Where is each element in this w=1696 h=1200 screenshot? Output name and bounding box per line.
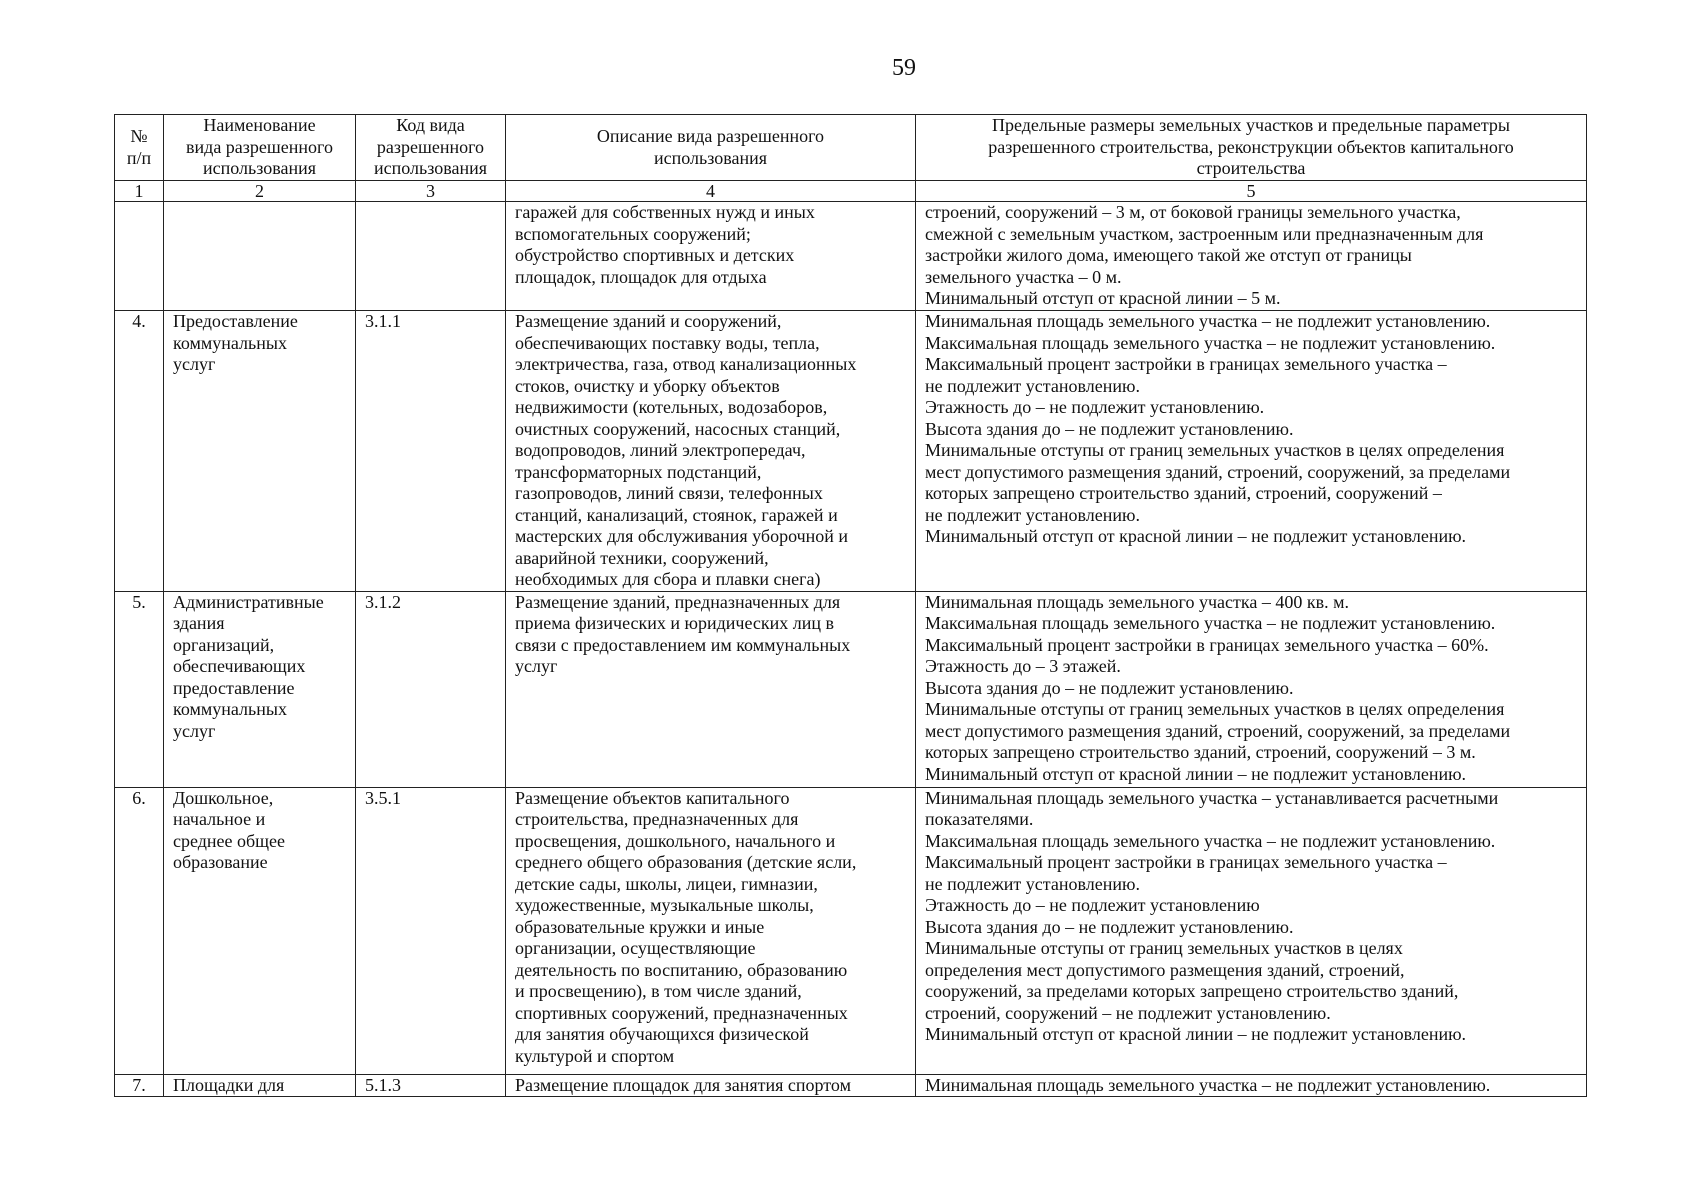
use-code-cell: 5.1.3 <box>356 1074 506 1097</box>
description-cell <box>506 1074 916 1097</box>
description-line: необходимых для сбора и плавки снега) <box>515 569 821 589</box>
table-row <box>115 202 1587 311</box>
description-line: трансформаторных подстанций, <box>515 461 762 482</box>
header-limits: Предельные размеры земельных участков и предельные параметры разрешенного строительства, реконструкции объектов капитального строительства <box>916 115 1587 181</box>
description-line: газопроводов, линий связи, телефонных <box>515 483 823 503</box>
description-line: связи с предоставлением им коммунальных <box>515 634 851 655</box>
name-line: коммунальных <box>173 699 287 719</box>
description-line: очистных сооружений, насосных станций, <box>515 418 841 439</box>
description-line: недвижимости (котельных, водозаборов, <box>515 397 828 417</box>
limits-line: строений, сооружений – не подлежит установлению. <box>925 1002 1331 1023</box>
use-code-cell: 3.1.1 <box>356 311 506 592</box>
limits-line: Максимальный процент застройки в границах земельного участка – <box>925 354 1447 374</box>
name-line: услуг <box>173 720 216 741</box>
description-line: мастерских для обслуживания уборочной и <box>515 526 849 546</box>
column-number: 5 <box>916 181 1587 202</box>
table-row <box>115 591 1587 787</box>
limits-cell <box>916 787 1587 1074</box>
limits-line: Максимальный процент застройки в границах земельного участка – 60%. <box>925 634 1489 655</box>
page-number: 59 <box>892 55 916 81</box>
limits-line: земельного участка – 0 м. <box>925 266 1122 287</box>
limits-line: Минимальный отступ от красной линии – не подлежит установлению. <box>925 1024 1467 1044</box>
limits-line: строений, сооружений – 3 м, от боковой границы земельного участка, <box>925 202 1461 222</box>
header-row <box>115 115 1587 181</box>
limits-line: застройки жилого дома, имеющего такой же отступ от границы <box>925 245 1412 265</box>
name-line: предоставление <box>173 677 295 698</box>
description-cell <box>506 591 916 787</box>
header-name: Наименование вида разрешенного использования <box>164 115 356 181</box>
limits-line: Этажность до – не подлежит установлению. <box>925 397 1265 417</box>
limits-line: Минимальная площадь земельного участка – не подлежит установлению. <box>925 311 1491 331</box>
use-code-cell <box>356 202 506 311</box>
limits-line: которых запрещено строительство зданий, строений, сооружений – <box>925 483 1442 503</box>
limits-line: Высота здания до – не подлежит установлению. <box>925 916 1294 937</box>
description-line: просвещения, дошкольного, начального и <box>515 830 836 851</box>
description-line: водопроводов, линий электропередач, <box>515 440 806 460</box>
limits-line: мест допустимого размещения зданий, строений, сооружений, за пределами <box>925 720 1511 741</box>
description-line: площадок, площадок для отдыха <box>515 266 767 287</box>
description-line: аварийной техники, сооружений, <box>515 547 769 568</box>
description-line: Размещение зданий, предназначенных для <box>515 591 841 612</box>
description-line: культурой и спортом <box>515 1045 675 1066</box>
description-line: и просвещению), в том числе зданий, <box>515 981 802 1001</box>
limits-line: Максимальный процент застройки в границах земельного участка – <box>925 852 1447 872</box>
use-code-cell: 3.5.1 <box>356 787 506 1074</box>
limits-line: Минимальные отступы от границ земельных участков в целях определения <box>925 440 1505 460</box>
name-line: среднее общее <box>173 830 286 851</box>
column-number: 1 <box>115 181 164 202</box>
description-line: услуг <box>515 656 558 676</box>
description-line: гаражей для собственных нужд и иных <box>515 202 815 222</box>
limits-line: Этажность до – не подлежит установлению <box>925 895 1260 915</box>
limits-line: Максимальная площадь земельного участка – не подлежит установлению. <box>925 830 1496 851</box>
description-cell <box>506 202 916 311</box>
limits-line: смежной с земельным участком, застроенным или предназначенным для <box>925 223 1484 244</box>
description-line: спортивных сооружений, предназначенных <box>515 1002 848 1023</box>
limits-line: которых запрещено строительство зданий, строений, сооружений – 3 м. <box>925 742 1476 762</box>
column-number: 3 <box>356 181 506 202</box>
description-line: художественные, музыкальные школы, <box>515 895 814 915</box>
limits-line: Максимальная площадь земельного участка – не подлежит установлению. <box>925 332 1496 353</box>
name-line: Предоставление <box>173 311 298 331</box>
name-line: услуг <box>173 354 216 374</box>
limits-line: Минимальные отступы от границ земельных участков в целях определения <box>925 699 1505 719</box>
limits-line: Высота здания до – не подлежит установлению. <box>925 418 1294 439</box>
description-line: для занятия обучающихся физической <box>515 1024 809 1044</box>
description-line: образовательные кружки и иные <box>515 916 765 937</box>
limits-line: Высота здания до – не подлежит установлению. <box>925 677 1294 698</box>
limits-line: показателями. <box>925 809 1034 829</box>
limits-line: не подлежит установлению. <box>925 504 1140 525</box>
description-line: обустройство спортивных и детских <box>515 245 795 265</box>
description-line: среднего общего образования (детские ясли, <box>515 852 857 872</box>
description-line: вспомогательных сооружений; <box>515 223 751 244</box>
name-line: Площадки для <box>173 1074 285 1095</box>
limits-line: Минимальный отступ от красной линии – не подлежит установлению. <box>925 763 1467 784</box>
limits-line: Максимальная площадь земельного участка – не подлежит установлению. <box>925 613 1496 633</box>
column-number: 4 <box>506 181 916 202</box>
description-line: Размещение зданий и сооружений, <box>515 311 782 331</box>
limits-line: Минимальная площадь земельного участка – устанавливается расчетными <box>925 787 1499 808</box>
limits-line: мест допустимого размещения зданий, строений, сооружений, за пределами <box>925 461 1511 482</box>
description-line: Размещение площадок для занятия спортом <box>515 1074 851 1095</box>
description-line: электричества, газа, отвод канализационных <box>515 354 857 374</box>
name-line: Дошкольное, <box>173 787 274 808</box>
description-line: деятельность по воспитанию, образованию <box>515 959 848 980</box>
limits-line: Этажность до – 3 этажей. <box>925 656 1121 676</box>
description-cell <box>506 311 916 592</box>
limits-line: Минимальный отступ от красной линии – 5 м. <box>925 288 1281 308</box>
name-line: обеспечивающих <box>173 656 306 676</box>
table-row <box>115 787 1587 1074</box>
limits-line: определения мест допустимого размещения зданий, строений, <box>925 959 1405 980</box>
description-line: стоков, очистку и уборку объектов <box>515 375 780 396</box>
description-line: детские сады, школы, лицеи, гимназии, <box>515 873 818 894</box>
limits-cell <box>916 202 1587 311</box>
limits-line: Минимальная площадь земельного участка – 400 кв. м. <box>925 591 1349 612</box>
limits-cell <box>916 591 1587 787</box>
row-number: 4. <box>115 311 164 592</box>
name-line: начальное и <box>173 809 266 829</box>
use-name-cell <box>164 202 356 311</box>
column-number-row <box>115 181 1587 202</box>
row-number: 5. <box>115 591 164 787</box>
description-line: приема физических и юридических лиц в <box>515 613 835 633</box>
name-line: здания <box>173 613 225 633</box>
limits-line: Минимальные отступы от границ земельных участков в целях <box>925 938 1403 958</box>
use-name-cell <box>164 591 356 787</box>
limits-line: Минимальная площадь земельного участка – не подлежит установлению. <box>925 1074 1491 1095</box>
description-cell <box>506 787 916 1074</box>
name-line: Административные <box>173 591 324 612</box>
row-number: 7. <box>115 1074 164 1097</box>
limits-cell <box>916 311 1587 592</box>
description-line: станций, канализаций, стоянок, гаражей и <box>515 504 838 525</box>
use-name-cell <box>164 1074 356 1097</box>
header-description: Описание вида разрешенного использования <box>506 115 916 181</box>
description-line: обеспечивающих поставку воды, тепла, <box>515 332 820 353</box>
row-number <box>115 202 164 311</box>
table-row <box>115 1074 1587 1097</box>
column-number: 2 <box>164 181 356 202</box>
limits-line: сооружений, за пределами которых запрещено строительство зданий, <box>925 981 1459 1001</box>
header-code: Код вида разрешенного использования <box>356 115 506 181</box>
description-line: Размещение объектов капитального <box>515 787 790 808</box>
limits-cell <box>916 1074 1587 1097</box>
name-line: коммунальных <box>173 332 287 353</box>
use-name-cell <box>164 787 356 1074</box>
row-number: 6. <box>115 787 164 1074</box>
name-line: организаций, <box>173 634 275 655</box>
description-line: строительства, предназначенных для <box>515 809 799 829</box>
use-code-cell: 3.1.2 <box>356 591 506 787</box>
name-line: образование <box>173 852 268 872</box>
limits-line: не подлежит установлению. <box>925 873 1140 894</box>
limits-line: не подлежит установлению. <box>925 375 1140 396</box>
description-line: организации, осуществляющие <box>515 938 756 958</box>
table-row <box>115 311 1587 592</box>
land-use-table <box>114 114 1587 1097</box>
use-name-cell <box>164 311 356 592</box>
header-number: № п/п <box>115 115 164 181</box>
limits-line: Минимальный отступ от красной линии – не подлежит установлению. <box>925 526 1467 546</box>
